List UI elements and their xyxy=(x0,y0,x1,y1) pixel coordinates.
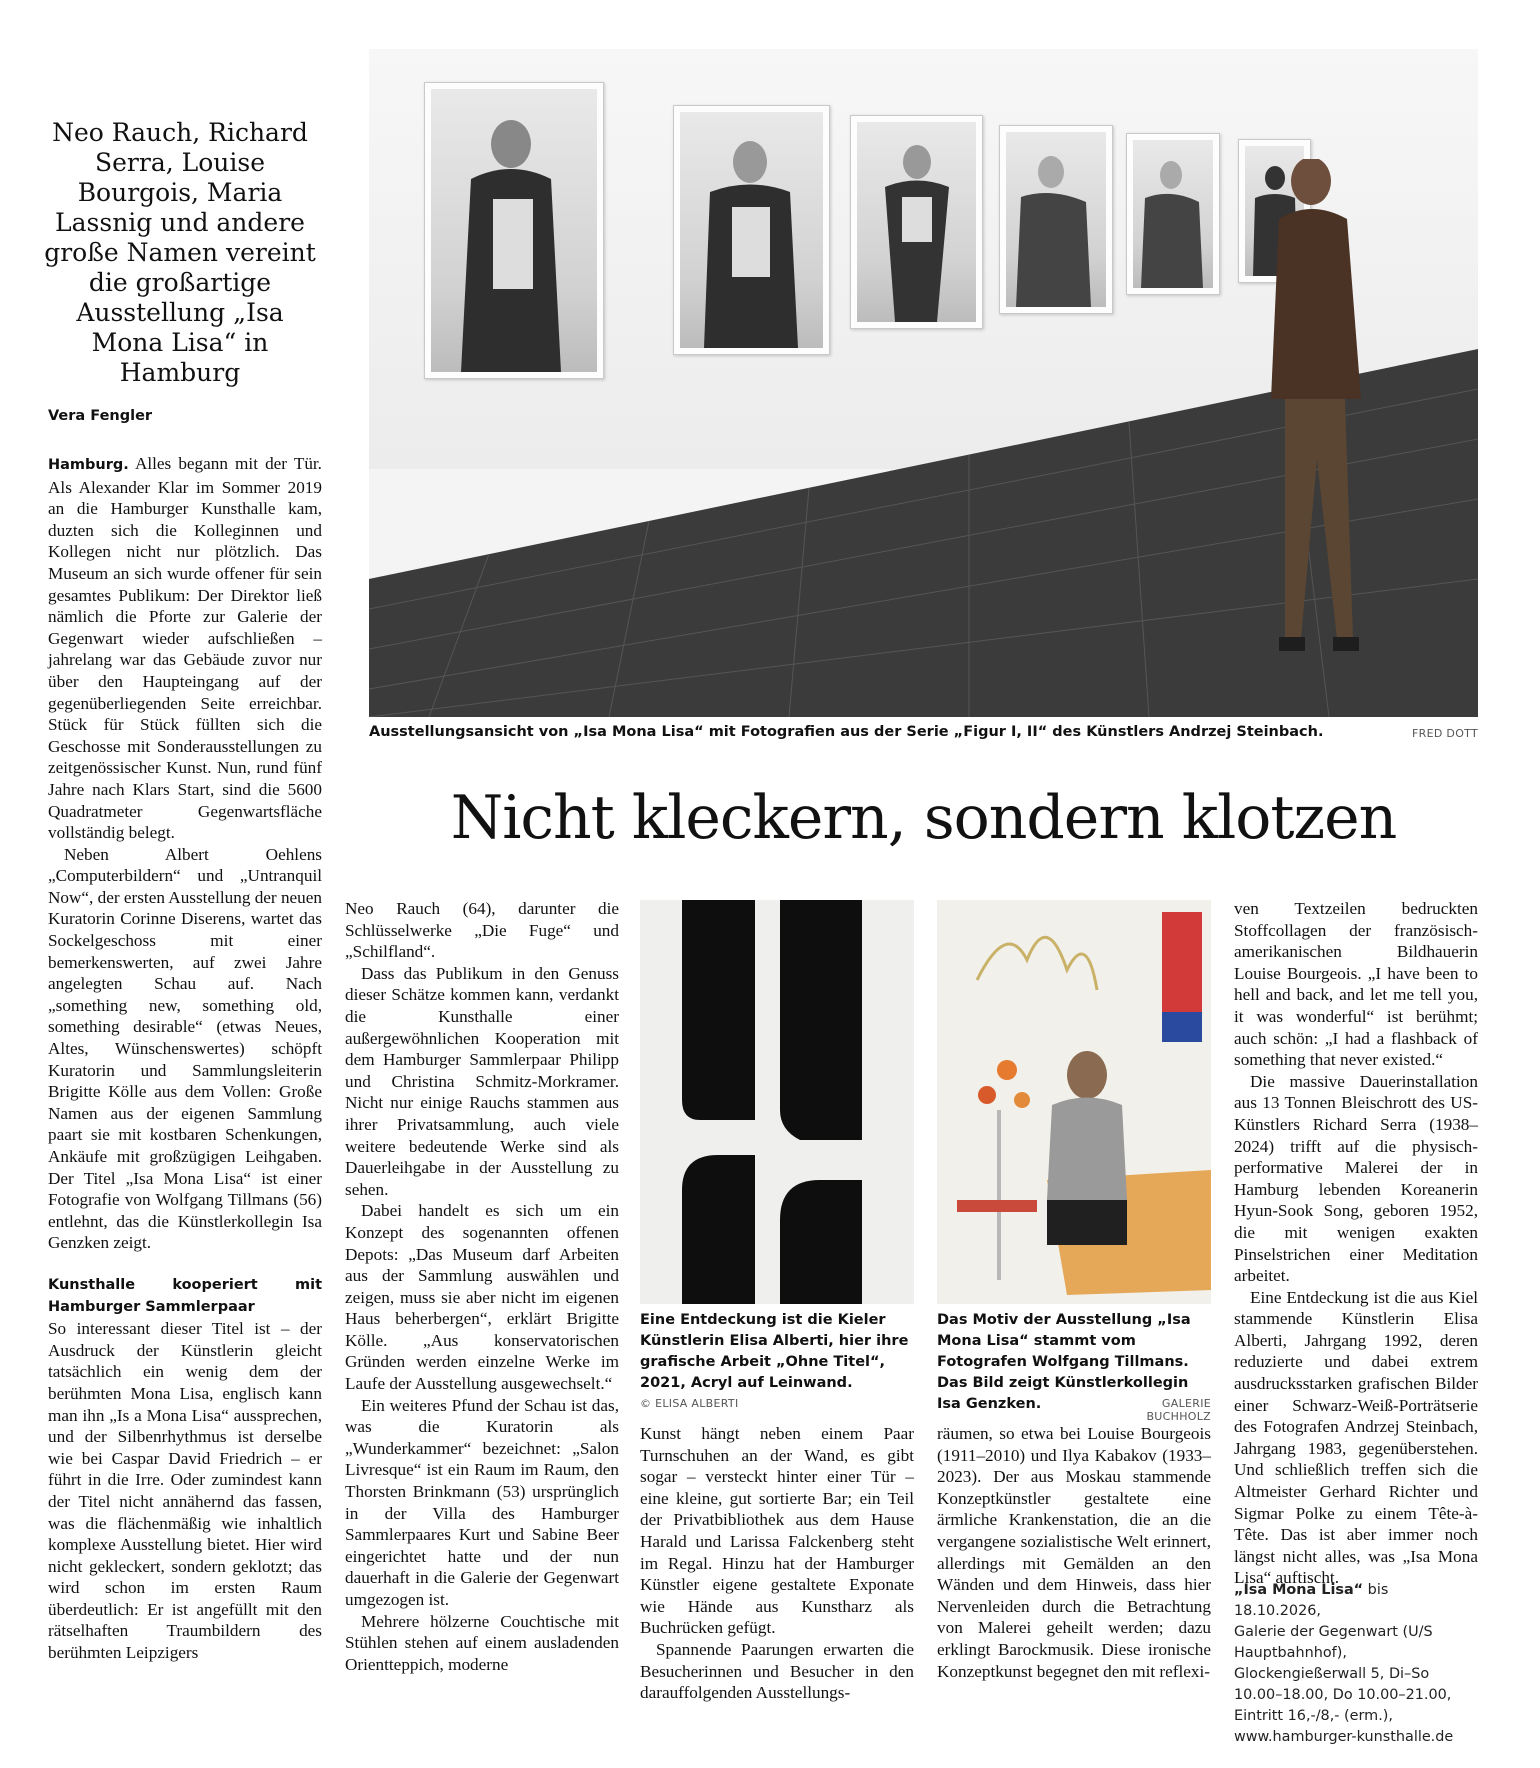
genzken-caption: Das Motiv der Ausstellung „Isa Mona Lisa“ stammt vom Fotografen Wolfgang Tillmans. Das Bild zeigt Künstlerkollegin Isa Genzken. xyxy=(937,1312,1191,1412)
dateline: Hamburg. xyxy=(48,457,129,473)
info-dates: bis 18.10.2026, xyxy=(1234,1582,1389,1619)
author-byline: Vera Fengler xyxy=(48,408,153,424)
alberti-credit: © ELISA ALBERTI xyxy=(640,1397,739,1410)
genzken-credit: GALERIE BUCHHOLZ xyxy=(1146,1397,1211,1423)
photo-frame-3 xyxy=(850,115,983,329)
info-address: Galerie der Gegenwart (U/S Hauptbahnhof), Glockengießerwall 5, Di–So xyxy=(1234,1624,1433,1682)
column-1: Hamburg. Alles begann mit der Tür. Als Alexander Klar im Sommer 2019 an die Hamburger Kunsthalle kam, duzten sich die Kolleginnen und Kollegen nicht nur plötzlich. Das Museum an sich wurde offener für sein gesamtes Publikum: Der Direktor ließ nämlich die Pforte zur Galerie der Gegenwart wieder aufschließen – jahrelang war das Gebäude zuvor nur über den Haupteingang auf der gegenüberliegenden Seite erreichbar. Stück für Stück füllten sich die Geschosse mit Sonderausstellungen zu zeitgenössischer Kunst. Nun, rund fünf Jahre nach Klars Start, sind die 5600 Quadratmeter Gegenwartsfläche vollständig belegt. Neben Albert Oehlens „Computerbildern“ und „Untranquil Now“, der ersten Ausstellung der neuen Kuratorin Corinne Diserens, wartet das Sockelgeschoss mit einer bemerkenswerten, auf zwei Jahre angelegten Schau auf. Nach „something new, something old, something desirable“ (etwas Neues, Altes, Wünschenswertes) schöpft Kuratorin und Sammlungsleiterin Brigitte Kölle aus dem Vollen: Große Namen aus der eigenen Sammlung paart sie mit kostbaren Schenkungen, Ankäufe mit großzügigen Leihgaben. Der Titel „Isa Mona Lisa“ ist einer Fotografie von Wolfgang Tillmans (56) entlehnt, das die Künstlerkollegin Isa Genzken zeigt. Kunsthalle kooperiert mit Hamburger Sammlerpaar So interessant dieser Titel ist – der Ausdruck der Künstlerin gleicht tatsächlich ein wenig dem der berühmten Mona Lisa, englisch kann man ihn „Is a Mona Lisa“ aussprechen, und der Silbenrhythmus ist derselbe wie bei Caspar David Friedrich – er führt in die Irre. Oder zumindest kann der Titel nicht annähernd das fassen, was die flächenmäßig wie inhaltlich komplexe Ausstellung bietet. Hier wird nicht gekleckert, sondern geklotzt; das wird schon im ersten Raum überdeutlich: Er ist angefüllt mit den rätselhaften Traumbildern des berühmten Leipzigers xyxy=(48,454,322,1663)
headline: Nicht kleckern, sondern klotzen xyxy=(450,783,1397,853)
visitor-figure xyxy=(1249,159,1389,717)
column-2: Neo Rauch (64), darunter die Schlüsselwerke „Die Fuge“ und „Schilfland“. Dass das Publikum in den Genuss dieser Schätze kommen kann, verdankt die Kunsthalle einer außergewöhnlichen Kooperation mit dem Hamburger Sammlerpaar Philipp und Christina Schmitz-Morkramer. Nicht nur einige Rauchs stammen aus ihrer Privatsammlung, auch viele weitere bedeutende Werke sind als Dauerleihgabe in der Ausstellung zu sehen. Dabei handelt es sich um ein Konzept des sogenannten offenen Depots: „Das Museum darf Arbeiten aus der Sammlung auswählen und zeigen, muss sie aber nicht im eigenen Haus beherbergen“, erklärt Brigitte Kölle. „Aus konservatorischen Gründen werden einzelne Werke im Laufe der Ausstellung ausgewechselt.“ Ein weiteres Pfund der Schau ist das, was die Kuratorin als „Wunderkammer“ bezeichnet: „Salon Livresque“ ist ein Raum im Raum, den Thorsten Brinkmann (53) ursprünglich in der Villa des Hamburger Sammlerpaares Kurt und Sabine Beer eingerichtet hatte und der nun dauerhaft in die Galerie der Gegenwart umgezogen ist. Mehrere hölzerne Couchtische mit Stühlen stehen auf einem ausladenden Orientteppich, moderne xyxy=(345,899,619,1674)
photo-frame-4 xyxy=(999,125,1113,314)
main-photo xyxy=(369,49,1478,717)
teaser-text: Neo Rauch, Richard Serra, Louise Bourgois, Maria Lassnig und andere große Namen vereint die großartige Ausstellung „Isa Mona Lisa“ in Hamburg xyxy=(44,118,316,387)
genzken-photo xyxy=(937,900,1211,1304)
alberti-caption: Eine Entdeckung ist die Kieler Künstlerin Elisa Alberti, hier ihre grafische Arbeit „Ohne Titel“, 2021, Acryl auf Leinwand. xyxy=(640,1312,909,1391)
main-photo-credit: FRED DOTT xyxy=(1412,727,1478,740)
photo-frame-5 xyxy=(1126,133,1220,295)
photo-frame-2 xyxy=(673,105,830,355)
info-hours: 10.00–18.00, Do 10.00–21.00, xyxy=(1234,1687,1452,1703)
info-title: „Isa Mona Lisa“ xyxy=(1234,1582,1364,1598)
photo-frame-1 xyxy=(424,82,604,379)
info-box xyxy=(1234,1580,1478,1748)
column-3: Kunst hängt neben einem Paar Turnschuhen an der Wand, es gibt sogar – versteckt hinter einer Tür – eine kleine, gut sortierte Bar; ein Teil der Privatbibliothek aus dem Hause Harald und Larissa Falckenberg steht im Regal. Hinzu hat der Hamburger Künstler eigene gestaltete Exponate wie Hände aus Kunstharz als Buchrücken gefügt. Spannende Paarungen erwarten die Besucherinnen und Besucher in den darauffolgenden Ausstellungs- xyxy=(640,1424,914,1703)
info-website-link[interactable]: www.hamburger-kunsthalle.de xyxy=(1234,1729,1454,1745)
subheading: Kunsthalle kooperiert mit Hamburger Sammlerpaar xyxy=(48,1276,322,1315)
info-admission: Eintritt 16,-/8,- (erm.), xyxy=(1234,1708,1393,1724)
column-4: räumen, so etwa bei Louise Bourgeois (1911–2010) und Ilya Kabakov (1933–2023). Der aus Moskau stammende Konzeptkünstler gestaltete eine ärmliche Krankenstation, die an die vergangene sozialistische Welt erinnert, allerdings mit Gemälden an den Wänden und dem Hinweis, dass hier Nervenleiden durch die Betrachtung von Malerei geheilt werden; dazu erklingt Barockmusik. Diese ironische Konzeptkunst begegnet den mit reflexi- xyxy=(937,1424,1211,1681)
main-photo-caption: Ausstellungsansicht von „Isa Mona Lisa“ mit Fotografien aus der Serie „Figur I, II“ des Künstlers Andrzej Steinbach. xyxy=(369,724,1324,740)
teaser xyxy=(42,118,318,388)
alberti-artwork xyxy=(640,900,914,1304)
column-5: ven Textzeilen bedruckten Stoffcollagen der französisch-amerikanischen Bildhauerin Louise Bourgeois. „I have been to hell and back, and let me tell you, it was wonderful“ ist berühmt; auch schön: „I had a flashback of something that never existed.“ Die massive Dauerinstallation aus 13 Tonnen Bleischrott des US-Künstlers Richard Serra (1938–2024) trifft auf die physisch-performative Malerei der in Hamburg lebenden Koreanerin Hyun-Sook Song, geboren 1952, die mit wenigen exakten Pinselstrichen einer Meditation arbeitet. Eine Entdeckung ist die aus Kiel stammende Künstlerin Elisa Alberti, Jahrgang 1992, deren reduzierte und dabei extrem ausdrucksstarken grafischen Bilder einer Schwarz-Weiß-Porträtserie des Fotografen Andrzej Steinbach, Jahrgang 1983, gegenüberstehen. Und schließlich treffen sich die Altmeister Gerhard Richter und Sigmar Polke zu einem Tête-à-Tête. Das ist aber immer noch längst nicht alles, was „Isa Mona Lisa“ auftischt. xyxy=(1234,899,1478,1588)
